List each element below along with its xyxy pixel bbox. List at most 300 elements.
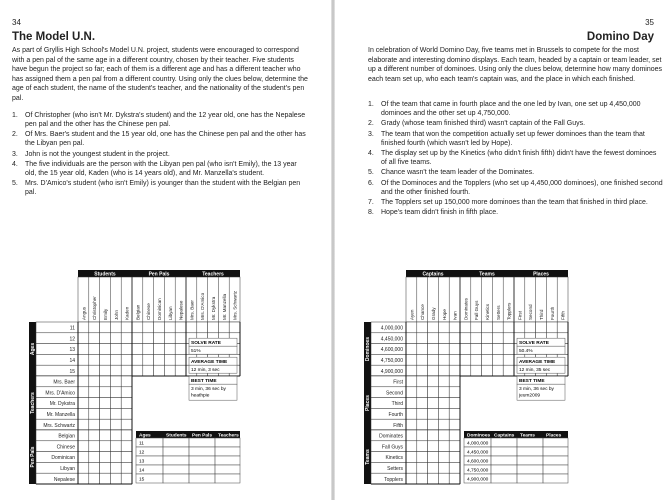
row-label: 4,600,000 bbox=[380, 347, 403, 354]
answer-cell[interactable] bbox=[163, 465, 189, 474]
grid-cell[interactable] bbox=[164, 333, 175, 344]
grid-cell[interactable] bbox=[428, 333, 439, 344]
column-label: Ivan bbox=[452, 311, 458, 320]
grid-cell[interactable] bbox=[89, 365, 100, 376]
answer-row-label: 12 bbox=[139, 450, 145, 456]
grid-cell[interactable] bbox=[406, 473, 417, 484]
grid-cell[interactable] bbox=[438, 365, 449, 376]
row-label: Mr. Dykstra bbox=[49, 401, 75, 408]
answer-row-label: 15 bbox=[139, 477, 145, 483]
grid-cell[interactable] bbox=[121, 376, 132, 387]
grid-cell[interactable] bbox=[438, 430, 449, 441]
grid-cell[interactable] bbox=[89, 322, 100, 333]
grid-cell[interactable] bbox=[428, 376, 439, 387]
grid-cell[interactable] bbox=[110, 430, 121, 441]
grid-cell[interactable] bbox=[471, 354, 482, 365]
grid-cell[interactable] bbox=[89, 430, 100, 441]
grid-cell[interactable] bbox=[100, 419, 111, 430]
answer-cell[interactable] bbox=[163, 474, 189, 483]
row-label: 11 bbox=[69, 325, 75, 332]
grid-cell[interactable] bbox=[428, 365, 439, 376]
grid-cell[interactable] bbox=[438, 452, 449, 463]
column-label: Nepalese bbox=[178, 300, 184, 320]
grid-cell[interactable] bbox=[110, 387, 121, 398]
grid-cell[interactable] bbox=[100, 452, 111, 463]
grid-cell[interactable] bbox=[100, 365, 111, 376]
answer-cell[interactable] bbox=[215, 456, 240, 465]
grid-cell[interactable] bbox=[154, 365, 165, 376]
solve-rate-value: 51% bbox=[191, 349, 201, 354]
grid-cell[interactable] bbox=[428, 462, 439, 473]
grid-cell[interactable] bbox=[110, 354, 121, 365]
grid-cell[interactable] bbox=[525, 322, 536, 333]
answer-cell[interactable] bbox=[543, 465, 568, 474]
row-label: 14 bbox=[69, 357, 75, 364]
grid-cell[interactable] bbox=[89, 462, 100, 473]
grid-cell[interactable] bbox=[428, 430, 439, 441]
grid-cell[interactable] bbox=[78, 452, 89, 463]
grid-cell[interactable] bbox=[78, 430, 89, 441]
grid-cell[interactable] bbox=[449, 398, 460, 409]
grid-cell[interactable] bbox=[406, 322, 417, 333]
grid-cell[interactable] bbox=[449, 430, 460, 441]
column-label: Fifth bbox=[560, 311, 566, 320]
grid-cell[interactable] bbox=[100, 462, 111, 473]
grid-cell[interactable] bbox=[460, 344, 471, 355]
grid-cell[interactable] bbox=[428, 473, 439, 484]
answer-cell[interactable] bbox=[189, 465, 215, 474]
answer-cell[interactable] bbox=[491, 447, 517, 456]
grid-cell[interactable] bbox=[132, 333, 143, 344]
row-label: 4,000,000 bbox=[380, 325, 403, 332]
grid-cell[interactable] bbox=[100, 430, 111, 441]
grid-cell[interactable] bbox=[406, 333, 417, 344]
grid-cell[interactable] bbox=[218, 322, 229, 333]
grid-cell[interactable] bbox=[482, 365, 493, 376]
grid-cell[interactable] bbox=[406, 387, 417, 398]
grid-cell[interactable] bbox=[78, 322, 89, 333]
grid-cell[interactable] bbox=[175, 322, 186, 333]
answer-table-header: Students bbox=[166, 433, 187, 439]
grid-cell[interactable] bbox=[428, 419, 439, 430]
grid-cell[interactable] bbox=[546, 322, 557, 333]
grid-cell[interactable] bbox=[503, 344, 514, 355]
grid-cell[interactable] bbox=[121, 354, 132, 365]
grid-cell[interactable] bbox=[143, 354, 154, 365]
clue-text: The team that won the competition actually set up fewer dominoes than the team that finished fourth (which wasn't led by Hope). bbox=[381, 130, 645, 147]
grid-cell[interactable] bbox=[121, 452, 132, 463]
grid-cell[interactable] bbox=[89, 354, 100, 365]
answer-row-label: 4,000,000 bbox=[467, 441, 489, 447]
grid-cell[interactable] bbox=[492, 365, 503, 376]
grid-cell[interactable] bbox=[110, 344, 121, 355]
grid-cell[interactable] bbox=[417, 473, 428, 484]
grid-cell[interactable] bbox=[438, 376, 449, 387]
column-label: Ayen bbox=[409, 309, 415, 320]
grid-cell[interactable] bbox=[406, 452, 417, 463]
grid-cell[interactable] bbox=[406, 441, 417, 452]
grid-cell[interactable] bbox=[110, 408, 121, 419]
grid-cell[interactable] bbox=[229, 322, 240, 333]
grid-cell[interactable] bbox=[406, 408, 417, 419]
answer-cell[interactable] bbox=[491, 438, 517, 447]
row-group-label: Pen Pals bbox=[30, 446, 36, 468]
grid-cell[interactable] bbox=[438, 441, 449, 452]
grid-cell[interactable] bbox=[428, 452, 439, 463]
grid-cell[interactable] bbox=[492, 322, 503, 333]
grid-cell[interactable] bbox=[438, 419, 449, 430]
answer-cell[interactable] bbox=[491, 474, 517, 483]
grid-cell[interactable] bbox=[406, 365, 417, 376]
column-label: Mrs. Baer bbox=[189, 300, 195, 320]
grid-cell[interactable] bbox=[449, 376, 460, 387]
grid-cell[interactable] bbox=[110, 333, 121, 344]
grid-cell[interactable] bbox=[438, 408, 449, 419]
grid-cell[interactable] bbox=[154, 333, 165, 344]
answer-row-label: 4,750,000 bbox=[467, 468, 489, 474]
grid-cell[interactable] bbox=[449, 322, 460, 333]
answer-row-label: 13 bbox=[139, 459, 145, 465]
grid-cell[interactable] bbox=[78, 333, 89, 344]
grid-cell[interactable] bbox=[449, 344, 460, 355]
clue-text: Of Christopher (who isn't Mr. Dykstra's student) and the 12 year old, one has the Nepalese pen pal and the other has the Chinese pen pal. bbox=[25, 112, 306, 128]
grid-cell[interactable] bbox=[132, 354, 143, 365]
answer-cell[interactable] bbox=[517, 438, 543, 447]
row-label: Setters bbox=[387, 465, 403, 472]
group-header: Teams bbox=[479, 271, 495, 278]
answer-table-header: Teams bbox=[520, 433, 535, 439]
grid-cell[interactable] bbox=[449, 387, 460, 398]
answer-row-label: 4,600,000 bbox=[467, 459, 489, 465]
grid-cell[interactable] bbox=[121, 408, 132, 419]
answer-cell[interactable] bbox=[215, 474, 240, 483]
grid-cell[interactable] bbox=[78, 473, 89, 484]
grid-cell[interactable] bbox=[175, 333, 186, 344]
grid-cell[interactable] bbox=[482, 344, 493, 355]
grid-cell[interactable] bbox=[100, 408, 111, 419]
grid-cell[interactable] bbox=[482, 354, 493, 365]
grid-cell[interactable] bbox=[438, 333, 449, 344]
grid-cell[interactable] bbox=[503, 365, 514, 376]
grid-cell[interactable] bbox=[460, 354, 471, 365]
grid-cell[interactable] bbox=[100, 344, 111, 355]
average-time-value: 12 min, 3 sec bbox=[191, 368, 220, 373]
grid-cell[interactable] bbox=[164, 354, 175, 365]
grid-cell[interactable] bbox=[428, 441, 439, 452]
grid-cell[interactable] bbox=[471, 365, 482, 376]
grid-cell[interactable] bbox=[417, 441, 428, 452]
grid-cell[interactable] bbox=[78, 441, 89, 452]
grid-cell[interactable] bbox=[110, 365, 121, 376]
grid-cell[interactable] bbox=[154, 344, 165, 355]
grid-cell[interactable] bbox=[110, 419, 121, 430]
clue-text: Of the Dominoces and the Topplers (who set up 4,450,000 dominoes), one finished second and the other finished fourth. bbox=[381, 179, 663, 196]
grid-cell[interactable] bbox=[154, 354, 165, 365]
grid-cell[interactable] bbox=[110, 452, 121, 463]
column-label: Third bbox=[539, 309, 544, 320]
grid-cell[interactable] bbox=[417, 419, 428, 430]
grid-cell[interactable] bbox=[89, 376, 100, 387]
best-time-user: jeum2009 bbox=[519, 393, 541, 399]
grid-cell[interactable] bbox=[482, 322, 493, 333]
grid-cell[interactable] bbox=[110, 322, 121, 333]
group-header: Teachers bbox=[202, 271, 224, 278]
grid-cell[interactable] bbox=[449, 354, 460, 365]
grid-cell[interactable] bbox=[536, 322, 547, 333]
grid-cell[interactable] bbox=[406, 430, 417, 441]
best-time-value: 3 min, 36 sec by bbox=[519, 387, 554, 393]
column-label: Fall Guys bbox=[474, 300, 480, 320]
grid-cell[interactable] bbox=[471, 344, 482, 355]
grid-cell[interactable] bbox=[438, 473, 449, 484]
grid-cell[interactable] bbox=[417, 322, 428, 333]
grid-cell[interactable] bbox=[100, 441, 111, 452]
grid-cell[interactable] bbox=[471, 333, 482, 344]
grid-cell[interactable] bbox=[121, 430, 132, 441]
grid-cell[interactable] bbox=[78, 365, 89, 376]
grid-cell[interactable] bbox=[449, 333, 460, 344]
grid-cell[interactable] bbox=[438, 344, 449, 355]
grid-cell[interactable] bbox=[449, 452, 460, 463]
grid-cell[interactable] bbox=[89, 441, 100, 452]
grid-cell[interactable] bbox=[449, 365, 460, 376]
grid-cell[interactable] bbox=[110, 441, 121, 452]
clue-number: 5. bbox=[368, 169, 374, 177]
grid-cell[interactable] bbox=[100, 398, 111, 409]
grid-cell[interactable] bbox=[78, 398, 89, 409]
column-label: Angus bbox=[81, 306, 87, 320]
answer-cell[interactable] bbox=[517, 465, 543, 474]
answer-cell[interactable] bbox=[491, 465, 517, 474]
grid-cell[interactable] bbox=[417, 398, 428, 409]
grid-cell[interactable] bbox=[417, 333, 428, 344]
grid-cell[interactable] bbox=[417, 462, 428, 473]
clue-text: The Topplers set up 150,000 more dominoes than the team that finished in third place. bbox=[381, 199, 648, 207]
logic-grid[interactable] bbox=[333, 0, 666, 500]
grid-cell[interactable] bbox=[78, 354, 89, 365]
grid-cell[interactable] bbox=[186, 322, 197, 333]
grid-cell[interactable] bbox=[164, 322, 175, 333]
grid-cell[interactable] bbox=[417, 452, 428, 463]
grid-cell[interactable] bbox=[492, 333, 503, 344]
grid-cell[interactable] bbox=[503, 354, 514, 365]
grid-cell[interactable] bbox=[100, 322, 111, 333]
average-time-value: 12 min, 35 sec bbox=[519, 368, 551, 373]
best-time-value: 3 min, 36 sec by bbox=[191, 387, 226, 393]
clue-text: The five individuals are the person with the Libyan pen pal (who isn't Emily), the 13 year old, the 15 year old, Kaden (who is 14 years old), and Mr. Manzella's student. bbox=[25, 161, 297, 177]
grid-cell[interactable] bbox=[449, 408, 460, 419]
column-label: Chance bbox=[420, 304, 426, 320]
grid-cell[interactable] bbox=[449, 441, 460, 452]
row-label: Fourth bbox=[388, 411, 403, 418]
solve-rate-label: SOLVE RATE bbox=[191, 341, 221, 346]
grid-cell[interactable] bbox=[110, 398, 121, 409]
answer-row-label: 4,900,000 bbox=[467, 477, 489, 483]
grid-cell[interactable] bbox=[208, 322, 219, 333]
group-header: Captains bbox=[422, 271, 444, 278]
grid-cell[interactable] bbox=[417, 387, 428, 398]
grid-cell[interactable] bbox=[175, 344, 186, 355]
answer-cell[interactable] bbox=[189, 456, 215, 465]
answer-table-header: Dominoes bbox=[467, 433, 491, 439]
answer-cell[interactable] bbox=[189, 474, 215, 483]
answer-cell[interactable] bbox=[215, 447, 240, 456]
answer-cell[interactable] bbox=[189, 447, 215, 456]
grid-cell[interactable] bbox=[100, 376, 111, 387]
grid-cell[interactable] bbox=[503, 333, 514, 344]
grid-cell[interactable] bbox=[121, 398, 132, 409]
grid-cell[interactable] bbox=[449, 473, 460, 484]
grid-cell[interactable] bbox=[438, 387, 449, 398]
grid-cell[interactable] bbox=[132, 344, 143, 355]
column-label: Setters bbox=[495, 305, 501, 320]
grid-cell[interactable] bbox=[78, 387, 89, 398]
answer-cell[interactable] bbox=[517, 447, 543, 456]
answer-cell[interactable] bbox=[163, 438, 189, 447]
grid-cell[interactable] bbox=[164, 344, 175, 355]
grid-cell[interactable] bbox=[143, 322, 154, 333]
grid-cell[interactable] bbox=[121, 333, 132, 344]
grid-cell[interactable] bbox=[438, 354, 449, 365]
grid-cell[interactable] bbox=[78, 462, 89, 473]
grid-cell[interactable] bbox=[154, 322, 165, 333]
grid-cell[interactable] bbox=[100, 387, 111, 398]
answer-cell[interactable] bbox=[491, 456, 517, 465]
grid-cell[interactable] bbox=[143, 365, 154, 376]
grid-cell[interactable] bbox=[89, 387, 100, 398]
grid-cell[interactable] bbox=[89, 398, 100, 409]
grid-cell[interactable] bbox=[438, 322, 449, 333]
answer-cell[interactable] bbox=[543, 438, 568, 447]
grid-cell[interactable] bbox=[471, 322, 482, 333]
grid-cell[interactable] bbox=[175, 354, 186, 365]
grid-cell[interactable] bbox=[460, 365, 471, 376]
grid-cell[interactable] bbox=[78, 344, 89, 355]
answer-cell[interactable] bbox=[543, 447, 568, 456]
grid-cell[interactable] bbox=[89, 419, 100, 430]
answer-cell[interactable] bbox=[215, 438, 240, 447]
grid-cell[interactable] bbox=[175, 365, 186, 376]
grid-cell[interactable] bbox=[406, 376, 417, 387]
puzzle-intro: In celebration of World Domino Day, five teams met in Brussels to compete for the most elaborate and interesting domino displays. Each team, headed by a captain or team leader, set up a different number of dominoes. Using only the clues below, determine how many dominoes each team set up, who each team's captain was, and the place in which each finished. bbox=[368, 47, 663, 83]
answer-cell[interactable] bbox=[189, 438, 215, 447]
grid-cell[interactable] bbox=[417, 365, 428, 376]
grid-cell[interactable] bbox=[417, 354, 428, 365]
grid-cell[interactable] bbox=[132, 365, 143, 376]
grid-cell[interactable] bbox=[428, 344, 439, 355]
grid-cell[interactable] bbox=[492, 344, 503, 355]
clue-text: The display set up by the Kinetics (who didn't finish fifth) didn't have the fewest dominoes of all five teams. bbox=[381, 150, 657, 166]
clue-text: Hope's team didn't finish in fifth place. bbox=[381, 209, 499, 217]
grid-cell[interactable] bbox=[121, 387, 132, 398]
grid-cell[interactable] bbox=[100, 473, 111, 484]
grid-cell[interactable] bbox=[406, 344, 417, 355]
row-label: Second bbox=[386, 390, 403, 397]
grid-cell[interactable] bbox=[438, 462, 449, 473]
grid-cell[interactable] bbox=[428, 408, 439, 419]
grid-cell[interactable] bbox=[503, 322, 514, 333]
puzzle-title: Domino Day bbox=[586, 31, 654, 43]
grid-cell[interactable] bbox=[78, 408, 89, 419]
row-label: Belgian bbox=[58, 433, 75, 440]
grid-cell[interactable] bbox=[89, 452, 100, 463]
grid-cell[interactable] bbox=[121, 473, 132, 484]
answer-cell[interactable] bbox=[517, 474, 543, 483]
grid-cell[interactable] bbox=[557, 322, 568, 333]
grid-cell[interactable] bbox=[110, 376, 121, 387]
grid-cell[interactable] bbox=[428, 354, 439, 365]
grid-cell[interactable] bbox=[110, 473, 121, 484]
grid-cell[interactable] bbox=[417, 408, 428, 419]
grid-cell[interactable] bbox=[121, 441, 132, 452]
grid-cell[interactable] bbox=[121, 419, 132, 430]
grid-cell[interactable] bbox=[132, 322, 143, 333]
grid-cell[interactable] bbox=[121, 365, 132, 376]
row-label: Dominates bbox=[379, 433, 403, 440]
grid-cell[interactable] bbox=[143, 344, 154, 355]
grid-cell[interactable] bbox=[417, 344, 428, 355]
grid-cell[interactable] bbox=[460, 322, 471, 333]
grid-cell[interactable] bbox=[100, 333, 111, 344]
answer-cell[interactable] bbox=[163, 456, 189, 465]
grid-cell[interactable] bbox=[78, 376, 89, 387]
grid-cell[interactable] bbox=[428, 387, 439, 398]
grid-cell[interactable] bbox=[482, 333, 493, 344]
answer-cell[interactable] bbox=[543, 474, 568, 483]
answer-cell[interactable] bbox=[215, 465, 240, 474]
grid-cell[interactable] bbox=[89, 333, 100, 344]
grid-cell[interactable] bbox=[417, 376, 428, 387]
grid-cell[interactable] bbox=[449, 419, 460, 430]
grid-cell[interactable] bbox=[406, 398, 417, 409]
row-group-label: Ages bbox=[30, 342, 36, 356]
grid-cell[interactable] bbox=[143, 333, 154, 344]
grid-cell[interactable] bbox=[121, 462, 132, 473]
answer-cell[interactable] bbox=[543, 456, 568, 465]
column-label: Topplers bbox=[506, 302, 512, 320]
column-label: Kaden bbox=[124, 306, 130, 320]
grid-cell[interactable] bbox=[89, 473, 100, 484]
grid-cell[interactable] bbox=[428, 322, 439, 333]
clue-number: 4. bbox=[12, 161, 18, 169]
grid-cell[interactable] bbox=[417, 430, 428, 441]
grid-cell[interactable] bbox=[100, 354, 111, 365]
grid-cell[interactable] bbox=[460, 333, 471, 344]
grid-cell[interactable] bbox=[89, 344, 100, 355]
grid-cell[interactable] bbox=[164, 365, 175, 376]
grid-cell[interactable] bbox=[110, 462, 121, 473]
column-label: Mrs. D'Amico bbox=[200, 292, 206, 320]
clue-number: 6. bbox=[368, 179, 374, 187]
column-label: Dominates bbox=[463, 298, 469, 320]
grid-cell[interactable] bbox=[121, 344, 132, 355]
grid-cell[interactable] bbox=[406, 419, 417, 430]
row-label: Nepalese bbox=[53, 476, 75, 483]
grid-cell[interactable] bbox=[89, 408, 100, 419]
grid-cell[interactable] bbox=[406, 462, 417, 473]
grid-cell[interactable] bbox=[197, 322, 208, 333]
grid-cell[interactable] bbox=[492, 354, 503, 365]
grid-cell[interactable] bbox=[78, 419, 89, 430]
grid-cell[interactable] bbox=[449, 462, 460, 473]
grid-cell[interactable] bbox=[514, 322, 525, 333]
grid-cell[interactable] bbox=[406, 354, 417, 365]
grid-cell[interactable] bbox=[121, 322, 132, 333]
answer-cell[interactable] bbox=[163, 447, 189, 456]
grid-cell[interactable] bbox=[428, 398, 439, 409]
answer-cell[interactable] bbox=[517, 456, 543, 465]
grid-cell[interactable] bbox=[438, 398, 449, 409]
